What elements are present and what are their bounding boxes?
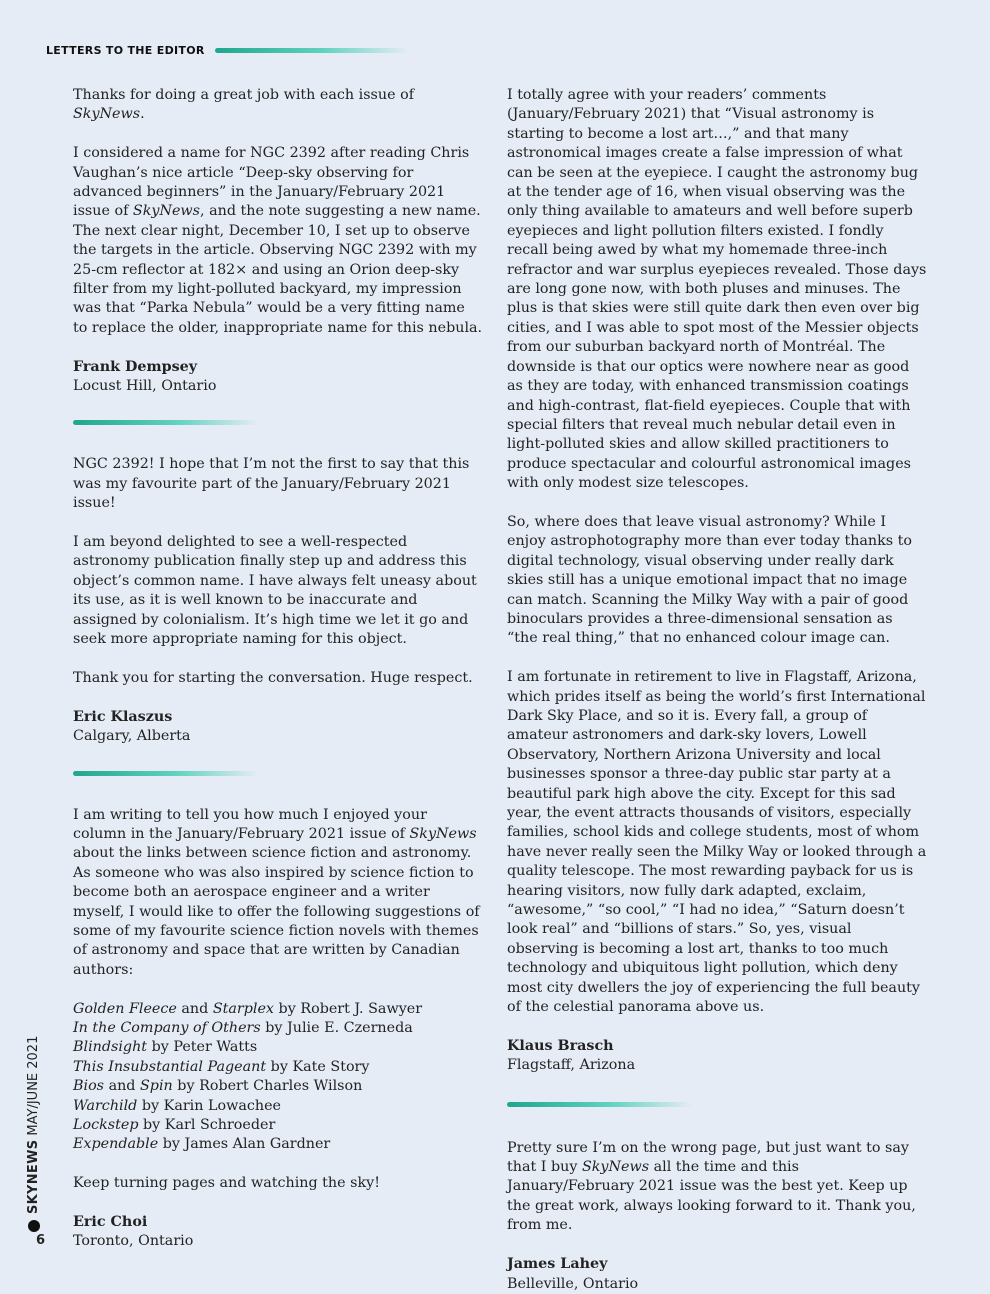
book-author: by Robert J. Sawyer — [274, 1000, 423, 1017]
letter-paragraph: I am beyond delighted to see a well-respected astronomy publication finally step up and address this object’s common name. I have always felt uneasy about its use, as it is well known to be inaccurate and assigned by colonialism. It’s high time we let it go and seek more appropriate naming for this object. — [73, 534, 477, 648]
letter-divider — [73, 771, 259, 776]
book-title: In the Company of Others — [73, 1019, 261, 1036]
footer-issue-line — [26, 1036, 41, 1232]
book-item — [73, 1019, 483, 1038]
author-location: Locust Hill, Ontario — [73, 378, 217, 395]
letter-paragraph: NGC 2392! I hope that I’m not the first to say that this was my favourite part of the January/February 2021 issue! — [73, 456, 470, 512]
magazine-title: SkyNews — [132, 203, 200, 220]
book-title: Bios — [73, 1078, 105, 1095]
book-author: by James Alan Gardner — [158, 1136, 331, 1153]
letter-divider — [73, 420, 259, 425]
letter-body — [507, 86, 927, 1017]
header-rule — [215, 48, 409, 53]
book-title: Expendable — [73, 1136, 159, 1153]
book-title: Warchild — [73, 1097, 138, 1114]
letter-lahey — [507, 1139, 927, 1294]
section-label: LETTERS TO THE EDITOR — [46, 44, 205, 57]
letter-paragraph: So, where does that leave visual astronomy? While I enjoy astrophotography more than ever today thanks to digital technology, visual observing under really dark skies still has a unique emotional impact that no image can match. Scanning the Milky Way with a pair of good binoculars provides a three-dimensional sensation as “the real thing,” that no enhanced colour image can. — [507, 513, 913, 647]
author-name: Eric Choi — [73, 1214, 148, 1230]
author-name: Frank Dempsey — [73, 358, 198, 375]
author-name: James Lahey — [507, 1256, 608, 1273]
letter-signature — [507, 1255, 927, 1294]
letter-paragraph: Thank you for starting the conversation. Huge respect. — [73, 669, 473, 686]
book-item — [73, 1058, 483, 1077]
letter-paragraph: I am fortunate in retirement to live in Flagstaff, Arizona, which prides itself as being the world’s first International Dark Sky Place, and so it is. Every fall, a group of amateur astronomers and dark-sky lovers, Lowell Observatory, Northern Arizona University and local businesses sponsor a three-day public star party at a beautiful park high above the city. Except for this sad year, the event attracts thousands of visitors, especially families, school kids and college students, most of whom have never really seen the Milky Way or looked through a quality telescope. The most rewarding payback for us is hearing visitors, now fully dark adapted, exclaim, “awesome,” “so cool,” “I had no idea,” “Saturn doesn’t look real” and “billions of stars.” So, yes, visual observing is becoming a lost art, thanks to too much technology and ubiquitous light pollution, which deny most city dwellers the joy of experiencing the full beauty of the celestial panorama above us. — [507, 669, 927, 1016]
book-title: Blindsight — [73, 1039, 148, 1056]
book-list — [73, 1000, 483, 1155]
letter-body — [73, 455, 483, 688]
author-location: Flagstaff, Arizona — [507, 1057, 636, 1074]
letter-body — [73, 86, 483, 338]
book-item — [73, 1097, 483, 1116]
page-number: 6 — [36, 1233, 46, 1248]
book-title: Lockstep — [73, 1117, 139, 1133]
text-run: . — [140, 106, 145, 123]
letter-brasch — [507, 86, 927, 1076]
book-item — [73, 1135, 483, 1154]
book-author: by Karl Schroeder — [138, 1117, 276, 1133]
book-title: Golden Fleece — [73, 1000, 177, 1017]
text-run: Thanks for doing a great job with each issue of — [73, 87, 415, 103]
text-run: I am writing to tell you how much I enjoyed your column in the January/February 2021 issue of — [73, 806, 427, 842]
author-name: Klaus Brasch — [507, 1037, 614, 1054]
author-name: Eric Klaszus — [73, 708, 173, 725]
text-run: all the time and this January/February 2021 issue was the best yet. Keep up the great work, always looking forward to it. Thank you, from me. — [507, 1159, 916, 1234]
letter-signature — [507, 1037, 927, 1076]
letter-body — [507, 1139, 927, 1236]
text-run: Pretty sure I’m on the wrong page, but just want to say that I buy — [507, 1139, 909, 1176]
issue-date: MAY/JUNE 2021 — [26, 1035, 41, 1136]
book-author: by Karin Lowachee — [137, 1097, 282, 1114]
book-item — [73, 1077, 483, 1096]
letter-paragraph: I totally agree with your readers’ comments (January/February 2021) that “Visual astronomy is starting to become a lost art…,” and that many astronomical images create a false impression of what can be seen at the eyepiece. I caught the astronomy bug at the tender age of 16, when visual observing was the only thing available to amateurs and well before superb eyepieces and light pollution filters existed. I fondly recall being awed by what my homemade three-inch refractor and war surplus eyepieces revealed. Those days are long gone now, with both pluses and minuses. The plus is that skies were still quite dark then even over big cities, and I was able to spot most of the Messier objects from our suburban backyard north of Montréal. The downside is that our optics were nowhere near as good as they are today, with enhanced transmission coatings and high-contrast, flat-field eyepieces. Couple that with special filters that reveal much nebular detail even in light-polluted skies and allow skilled practitioners to produce spectacular and colourful astronomical images with only modest size telescopes. — [507, 87, 927, 492]
page-header — [46, 44, 409, 57]
book-item — [73, 1038, 483, 1057]
text-run: and — [104, 1078, 141, 1095]
book-title: Spin — [140, 1078, 173, 1095]
text-run: I considered a name for NGC 2392 after reading Chris Vaughan’s nice article “Deep-sky observing for advanced beginners” in the January/February 2021 issue of — [73, 145, 470, 220]
text-run: and — [176, 1000, 213, 1017]
letter-choi — [73, 806, 483, 1252]
text-run: about the links between science fiction and astronomy. As someone who was also inspired by science fiction to become both an aerospace engineer and a writer myself, I would like to offer the following suggestions of some of my favourite science fiction novels with themes of astronomy and space that are written by Canadian authors: — [73, 845, 480, 978]
letter-paragraph — [73, 144, 483, 338]
letter-divider — [507, 1102, 693, 1107]
book-author: by Kate Story — [266, 1058, 370, 1075]
book-item — [73, 1116, 483, 1135]
author-location: Toronto, Ontario — [73, 1233, 194, 1250]
book-author: by Robert Charles Wilson — [172, 1078, 363, 1095]
skynews-logo-icon — [28, 1220, 40, 1232]
book-author: by Julie E. Czerneda — [260, 1019, 413, 1036]
text-run: , and the note suggesting a new name. The next clear night, December 10, I set up to observe the targets in the article. Observing NGC 2392 with my 25-cm reflector at 182× and using an Orion deep-sky filter from my light-polluted backyard, my impression was that “Parka Nebula” would be a very fitting name to replace the older, inappropriate name for this nebula. — [73, 203, 483, 336]
letter-closing — [73, 1174, 483, 1193]
book-item — [73, 1000, 483, 1019]
book-title: Starplex — [212, 1000, 274, 1017]
magazine-title: SkyNews — [581, 1159, 650, 1176]
letter-paragraph: Keep turning pages and watching the sky! — [73, 1175, 380, 1192]
letter-paragraph — [73, 806, 483, 981]
book-author: by Peter Watts — [147, 1039, 258, 1056]
right-column — [507, 86, 927, 1294]
letter-body — [73, 806, 483, 981]
letter-paragraph — [507, 1139, 927, 1236]
letter-signature — [73, 358, 483, 397]
magazine-title: SkyNews — [73, 106, 141, 123]
book-title: This Insubstantial Pageant — [73, 1058, 267, 1075]
author-location: Calgary, Alberta — [73, 728, 191, 745]
author-location: Belleville, Ontario — [507, 1275, 639, 1292]
magazine-title: SkyNews — [409, 825, 477, 842]
letter-signature — [73, 1213, 483, 1252]
letter-paragraph — [73, 86, 483, 125]
letter-klaszus — [73, 455, 483, 746]
letter-signature — [73, 708, 483, 747]
letter-dempsey — [73, 86, 483, 396]
brand-name: SKYNEWS — [26, 1139, 41, 1214]
left-column — [73, 86, 483, 1252]
